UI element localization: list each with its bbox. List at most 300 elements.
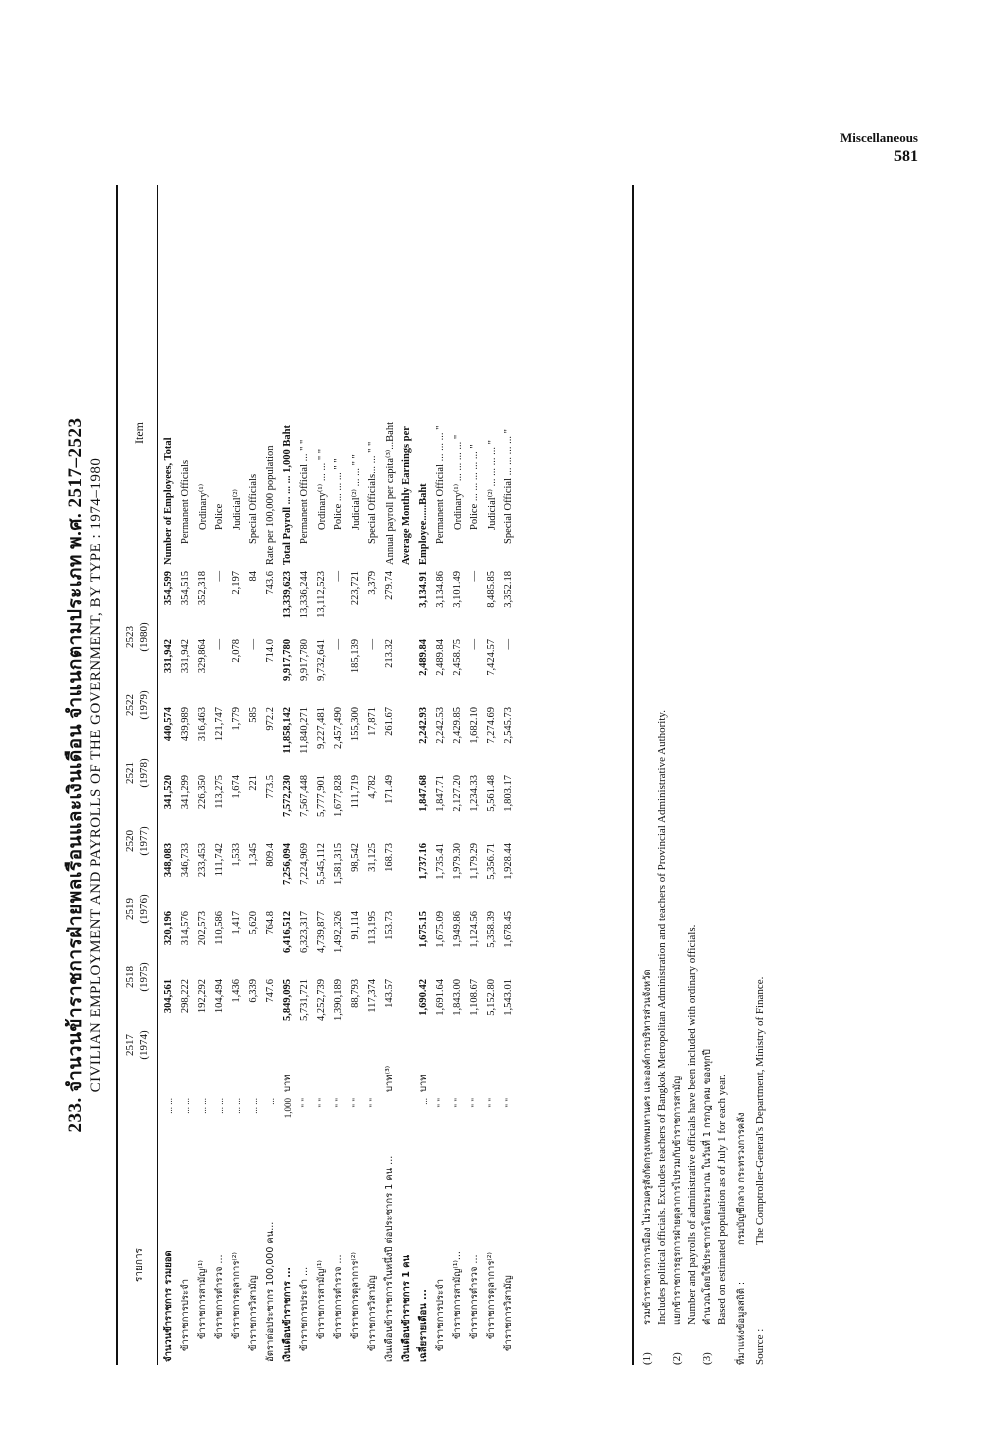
footnote-thai bbox=[640, 185, 655, 1365]
value-cell: 1,979.30 bbox=[452, 843, 463, 880]
value-cell: 2,197 bbox=[231, 571, 242, 595]
value-cell: 1,674 bbox=[231, 775, 242, 799]
value-cell: 2,545.73 bbox=[503, 707, 514, 744]
row-label-english: Ordinary⁽¹⁾ ... ... ... ... " bbox=[452, 434, 464, 530]
footnotes bbox=[640, 185, 768, 1365]
row-leader: ... ... bbox=[197, 1098, 208, 1114]
row-leader bbox=[381, 1095, 398, 1141]
value-cell: 809.4 bbox=[265, 843, 276, 867]
bottom-rule bbox=[632, 185, 634, 1365]
value-cell: 346,733 bbox=[180, 843, 191, 878]
value-cell: 1,803.17 bbox=[503, 775, 514, 812]
value-cell: 354,599 bbox=[163, 571, 174, 606]
table-row bbox=[466, 185, 483, 1365]
value-cell: 1,737.16 bbox=[418, 843, 429, 880]
value-cell: 1,847.68 bbox=[418, 775, 429, 812]
value-cell: 17,871 bbox=[367, 707, 378, 736]
row-unit bbox=[313, 1044, 330, 1095]
row-label-english: Ordinary⁽¹⁾ ... ... " " bbox=[316, 448, 328, 530]
row-unit bbox=[160, 1044, 177, 1095]
row-label-thai: ข้าราชการวิสามัญ bbox=[367, 1275, 378, 1351]
value-cell: 3,379 bbox=[367, 571, 378, 595]
value-cell: 1,675.15 bbox=[418, 911, 429, 948]
row-label-english: Total Payroll ... ... ... 1,000 Baht bbox=[282, 424, 293, 565]
table-row bbox=[347, 185, 364, 1365]
footnote-thai bbox=[670, 185, 685, 1365]
value-cell: 1,678.45 bbox=[503, 911, 514, 948]
value-cell: 9,227,481 bbox=[316, 707, 327, 749]
value-cell: 2,457,490 bbox=[333, 707, 344, 749]
row-unit bbox=[262, 1044, 279, 1095]
value-cell: 2,242.53 bbox=[435, 707, 446, 744]
rotated-table-page bbox=[60, 165, 780, 1385]
row-leader: " " bbox=[299, 1098, 310, 1108]
value-cell: — bbox=[333, 571, 344, 582]
value-cell: 98,542 bbox=[350, 843, 361, 872]
value-cell: 2,458.75 bbox=[452, 639, 463, 676]
value-cell: 8,485.85 bbox=[486, 571, 497, 608]
value-cell: 7,256,094 bbox=[282, 843, 293, 885]
table-row bbox=[211, 185, 228, 1365]
value-cell: 213.32 bbox=[384, 639, 395, 668]
value-cell: 88,793 bbox=[350, 979, 361, 1008]
year-header-be: 2521 bbox=[124, 762, 136, 784]
value-cell: 226,350 bbox=[197, 775, 208, 810]
row-unit bbox=[347, 1044, 364, 1095]
value-cell: 104,494 bbox=[214, 979, 225, 1014]
value-cell: — bbox=[503, 639, 514, 650]
row-unit: บาท bbox=[418, 1074, 429, 1092]
table-row bbox=[415, 185, 432, 1365]
value-cell: 1,533 bbox=[231, 843, 242, 867]
footnote-thai bbox=[700, 185, 715, 1365]
source-english-label: Source : bbox=[754, 1328, 766, 1365]
row-label-english: Permanent Official ... ... ... " bbox=[435, 425, 446, 544]
source-thai bbox=[734, 185, 749, 1365]
value-cell: 113,275 bbox=[214, 775, 225, 809]
value-cell: 13,336,244 bbox=[299, 571, 310, 619]
section-name: Miscellaneous bbox=[840, 130, 918, 145]
row-leader: ... ... bbox=[163, 1098, 174, 1114]
value-cell: 11,858,142 bbox=[282, 707, 293, 754]
row-unit: บาท bbox=[282, 1074, 293, 1092]
value-cell: 4,782 bbox=[367, 775, 378, 799]
row-leader: " " bbox=[350, 1098, 361, 1108]
table-row bbox=[194, 185, 211, 1365]
table-row bbox=[483, 185, 500, 1365]
row-leader: " " bbox=[503, 1098, 514, 1108]
source-thai-text: กรมบัญชีกลาง กระทรวงการคลัง bbox=[736, 1112, 747, 1245]
value-cell: 1,417 bbox=[231, 911, 242, 935]
value-cell: 1,581,315 bbox=[333, 843, 344, 885]
value-cell: 117,374 bbox=[367, 979, 378, 1013]
value-cell: 5,849,095 bbox=[282, 979, 293, 1021]
row-label-thai: ข้าราชการสามัญ⁽¹⁾... bbox=[452, 1251, 463, 1339]
value-cell: 1,949.86 bbox=[452, 911, 463, 948]
value-cell: 5,152.80 bbox=[486, 979, 497, 1016]
table-row bbox=[296, 185, 313, 1365]
value-cell: 9,732,641 bbox=[316, 639, 327, 681]
value-cell: 2,429.85 bbox=[452, 707, 463, 744]
row-label-english: Rate per 100,000 population bbox=[265, 445, 276, 565]
value-cell: 1,675.09 bbox=[435, 911, 446, 948]
value-cell: 1,108.67 bbox=[469, 979, 480, 1016]
value-cell: — bbox=[367, 639, 378, 650]
value-cell: 185,139 bbox=[350, 639, 361, 674]
value-cell: 743.6 bbox=[265, 571, 276, 595]
year-header-ad: (1980) bbox=[138, 622, 150, 652]
row-unit bbox=[245, 1044, 262, 1095]
value-cell: 764.8 bbox=[265, 911, 276, 935]
value-cell: 279.74 bbox=[384, 571, 395, 600]
row-label-english: Special Official ... ... ... ... " bbox=[503, 429, 514, 544]
value-cell: 9,917,780 bbox=[299, 639, 310, 681]
value-cell: 4,739,877 bbox=[316, 911, 327, 953]
footnote-english bbox=[655, 185, 670, 1365]
value-cell: 111,719 bbox=[350, 775, 361, 809]
row-leader: " " bbox=[367, 1098, 378, 1108]
value-cell: 233,453 bbox=[197, 843, 208, 878]
year-header-ad: (1975) bbox=[138, 962, 150, 992]
value-cell: 440,574 bbox=[163, 707, 174, 742]
value-cell: 5,777,901 bbox=[316, 775, 327, 817]
source-thai-label: ที่มาแห่งข้อมูลสถิติ : bbox=[736, 1281, 747, 1365]
value-cell: 6,339 bbox=[248, 979, 259, 1003]
value-cell: 168.73 bbox=[384, 843, 395, 872]
column-headers bbox=[122, 185, 156, 1365]
row-label-thai: ข้าราชการประจำ ... bbox=[299, 1266, 310, 1351]
year-header-ad: (1979) bbox=[138, 690, 150, 720]
row-unit bbox=[296, 1044, 313, 1095]
table-row bbox=[398, 185, 415, 1365]
value-cell: 202,573 bbox=[197, 911, 208, 946]
value-cell: 7,572,230 bbox=[282, 775, 293, 817]
value-cell: 1,682.10 bbox=[469, 707, 480, 744]
row-label-english: Judicial⁽²⁾ ... ... " " bbox=[350, 454, 362, 530]
row-label-thai: ข้าราชการประจำ bbox=[435, 1278, 446, 1351]
footnote-number: (1) bbox=[641, 1352, 653, 1365]
value-cell: 13,112,523 bbox=[316, 571, 327, 618]
table-row bbox=[279, 185, 296, 1365]
value-cell: 13,339,623 bbox=[282, 571, 293, 619]
value-cell bbox=[398, 704, 415, 772]
row-leader: " " bbox=[486, 1098, 497, 1108]
row-label-english: Special Officials... ... " " bbox=[367, 441, 378, 544]
row-label-english: Number of Employees, Total bbox=[163, 437, 174, 565]
value-cell: 7,274.69 bbox=[486, 707, 497, 744]
value-cell: 3,101.49 bbox=[452, 571, 463, 608]
value-cell: 341,299 bbox=[180, 775, 191, 810]
row-leader: ... ... bbox=[214, 1098, 225, 1114]
table-row bbox=[330, 185, 347, 1365]
row-unit bbox=[432, 1044, 449, 1095]
table-row bbox=[432, 185, 449, 1365]
row-unit bbox=[364, 1044, 381, 1095]
page-header bbox=[840, 130, 918, 166]
row-label-english: Police ... ... ... " " bbox=[333, 458, 344, 530]
item-header-thai: รายการ bbox=[134, 1248, 145, 1282]
value-cell: 1,436 bbox=[231, 979, 242, 1003]
value-cell: 352,318 bbox=[197, 571, 208, 606]
year-header-be: 2522 bbox=[124, 694, 136, 716]
value-cell: 1,779 bbox=[231, 707, 242, 731]
footnote-spacer bbox=[715, 1325, 730, 1365]
value-cell: 304,561 bbox=[163, 979, 174, 1014]
row-label-english: Annual payroll per capita⁽³⁾...Baht bbox=[384, 421, 396, 565]
value-cell: 7,424.57 bbox=[486, 639, 497, 676]
row-unit bbox=[177, 1044, 194, 1095]
footnote-english bbox=[685, 185, 700, 1365]
row-label-thai: เงินเดือนข้าราชการในหนึ่งปี ต่อประชากร 1 คน ... bbox=[384, 1155, 395, 1362]
value-cell: 11,840,271 bbox=[299, 707, 310, 754]
year-header-ad: (1976) bbox=[138, 894, 150, 924]
value-cell: 121,747 bbox=[214, 707, 225, 742]
value-cell: 298,222 bbox=[180, 979, 191, 1014]
value-cell: 7,567,448 bbox=[299, 775, 310, 817]
value-cell: 316,463 bbox=[197, 707, 208, 742]
value-cell: 7,224,969 bbox=[299, 843, 310, 885]
value-cell: 314,576 bbox=[180, 911, 191, 946]
row-label-thai: ข้าราชการตุลาการ⁽²⁾ bbox=[231, 1252, 242, 1339]
value-cell: 6,416,512 bbox=[282, 911, 293, 953]
value-cell: 1,847.71 bbox=[435, 775, 446, 812]
row-unit bbox=[483, 1044, 500, 1095]
source-english-text: The Comptroller-General's Department, Ministry of Finance. bbox=[754, 976, 766, 1245]
value-cell: 192,292 bbox=[197, 979, 208, 1014]
row-label-thai: เงินเดือนข้าราชการ 1 คน bbox=[401, 1255, 412, 1362]
row-label-english: Police bbox=[214, 503, 225, 530]
row-unit bbox=[449, 1044, 466, 1095]
table-row bbox=[245, 185, 262, 1365]
value-cell: 171.49 bbox=[384, 775, 395, 804]
value-cell: 1,690.42 bbox=[418, 979, 429, 1016]
value-cell: 1,345 bbox=[248, 843, 259, 867]
row-label-thai: ข้าราชการตำรวจ ... bbox=[469, 1254, 480, 1339]
value-cell: 1,735.41 bbox=[435, 843, 446, 880]
table-row bbox=[381, 185, 398, 1365]
row-label-english: Ordinary⁽¹⁾ bbox=[197, 483, 209, 530]
value-cell bbox=[398, 840, 415, 908]
value-cell: 111,742 bbox=[214, 843, 225, 877]
value-cell: 1,677,828 bbox=[333, 775, 344, 817]
row-leader: " " bbox=[469, 1098, 480, 1108]
row-label-thai: ข้าราชการวิสามัญ bbox=[503, 1275, 514, 1351]
value-cell: 113,195 bbox=[367, 911, 378, 945]
row-label-thai: อัตราต่อประชากร 100,000 คน... bbox=[265, 1221, 276, 1362]
value-cell: 2,489.84 bbox=[435, 639, 446, 676]
value-cell: 1,390,189 bbox=[333, 979, 344, 1021]
value-cell: 5,356.71 bbox=[486, 843, 497, 880]
row-leader: " " bbox=[316, 1098, 327, 1108]
year-header-ad: (1974) bbox=[138, 1030, 150, 1060]
value-cell: 261.67 bbox=[384, 707, 395, 736]
table-row bbox=[177, 185, 194, 1365]
footnote-english-text: Number and payrolls of administrative officials have been included with ordinary officials. bbox=[686, 924, 698, 1325]
value-cell: 1,492,326 bbox=[333, 911, 344, 953]
row-leader: ... ... bbox=[231, 1098, 242, 1114]
row-leader bbox=[398, 1095, 415, 1141]
year-header-be: 2523 bbox=[124, 626, 136, 648]
table-row bbox=[262, 185, 279, 1365]
value-cell: 91,114 bbox=[350, 911, 361, 940]
value-cell: 348,083 bbox=[163, 843, 174, 878]
top-rule bbox=[116, 185, 118, 1365]
footnote-english-text: Based on estimated population as of July 1 for each year. bbox=[716, 1074, 728, 1325]
row-label-thai: ข้าราชการตุลาการ⁽²⁾ bbox=[486, 1252, 497, 1339]
value-cell: 3,134.91 bbox=[418, 571, 429, 608]
value-cell: 5,358.39 bbox=[486, 911, 497, 948]
item-header-english: Item bbox=[132, 422, 146, 444]
page-number: 581 bbox=[894, 148, 918, 165]
table-title-english: CIVILIAN EMPLOYMENT AND PAYROLLS OF THE GOVERNMENT, BY TYPE : 1974–1980 bbox=[88, 457, 104, 1093]
value-cell: 320,196 bbox=[163, 911, 174, 946]
footnote-english bbox=[715, 185, 730, 1365]
value-cell: 1,928.44 bbox=[503, 843, 514, 880]
footnote-spacer bbox=[685, 1325, 700, 1365]
footnote-number: (3) bbox=[701, 1352, 713, 1365]
value-cell: 84 bbox=[248, 571, 259, 582]
row-label-english: Police ... ... ... ... ... " bbox=[469, 444, 480, 530]
row-label-thai: เฉลี่ยรายเดือน ... bbox=[418, 1289, 429, 1362]
value-cell: 1,691.64 bbox=[435, 979, 446, 1016]
row-leader: ... bbox=[418, 1098, 429, 1105]
value-cell: 4,252,739 bbox=[316, 979, 327, 1021]
row-unit bbox=[211, 1044, 228, 1095]
row-label-thai: ข้าราชการสามัญ⁽¹⁾ bbox=[197, 1260, 208, 1339]
row-unit bbox=[228, 1044, 245, 1095]
table-title-thai: 233. จำนวนข้าราชการฝ่ายพลเรือนและเงินเดือน จำแนกตามประเภท พ.ศ. 2517–2523 bbox=[65, 417, 86, 1133]
value-cell: 2,242.93 bbox=[418, 707, 429, 744]
row-unit bbox=[194, 1044, 211, 1095]
table-row bbox=[364, 185, 381, 1365]
row-label-thai: ข้าราชการตำรวจ ... bbox=[333, 1254, 344, 1339]
row-leader: 1,000 bbox=[282, 1098, 293, 1119]
row-unit bbox=[330, 1044, 347, 1095]
year-header-ad: (1977) bbox=[138, 826, 150, 856]
year-header-be: 2519 bbox=[124, 898, 136, 920]
value-cell: — bbox=[333, 639, 344, 650]
value-cell: 773.5 bbox=[265, 775, 276, 799]
footnote-thai-text: คำนวณโดยใช้ประชากรโดยประมาณ ในวันที่ 1 กรกฎาคม ของทุกปี bbox=[702, 1049, 713, 1325]
value-cell: 331,942 bbox=[180, 639, 191, 674]
row-unit bbox=[500, 1044, 517, 1095]
employment-table bbox=[160, 185, 517, 1365]
row-unit: บาท⁽³⁾ bbox=[384, 1065, 395, 1092]
value-cell: 153.73 bbox=[384, 911, 395, 940]
row-leader: ... ... bbox=[180, 1098, 191, 1114]
year-header-be: 2520 bbox=[124, 830, 136, 852]
value-cell: 3,134.86 bbox=[435, 571, 446, 608]
value-cell: 1,543.01 bbox=[503, 979, 514, 1016]
row-leader: " " bbox=[333, 1098, 344, 1108]
value-cell: 439,989 bbox=[180, 707, 191, 742]
value-cell: 223,721 bbox=[350, 571, 361, 606]
value-cell: — bbox=[214, 571, 225, 582]
value-cell: 1,124.56 bbox=[469, 911, 480, 948]
row-label-thai: เงินเดือนข้าราชการ ... bbox=[282, 1266, 293, 1362]
row-label-english: Employee......Baht bbox=[418, 483, 429, 565]
row-label-thai: ข้าราชการตุลาการ⁽²⁾ bbox=[350, 1252, 361, 1339]
value-cell: 2,127.20 bbox=[452, 775, 463, 812]
year-header-be: 2518 bbox=[124, 966, 136, 988]
value-cell: 1,234.33 bbox=[469, 775, 480, 812]
table-row bbox=[449, 185, 466, 1365]
footnote-thai-text: แยกข้าราชการธุรการฝ่ายตุลาการไปรวมกับข้าราชการสามัญ bbox=[672, 1075, 683, 1325]
value-cell bbox=[398, 908, 415, 976]
year-header-ad: (1978) bbox=[138, 758, 150, 788]
row-label-english: Permanent Officials bbox=[180, 459, 191, 544]
value-cell: 1,843.00 bbox=[452, 979, 463, 1016]
row-label-english: Judicial⁽²⁾ bbox=[231, 489, 243, 530]
footnote-english-text: Includes political officials. Excludes teachers of Bangkok Metropolitan Administration and teachers of Provincial Administrative Authority. bbox=[656, 710, 668, 1325]
value-cell: 331,942 bbox=[163, 639, 174, 674]
value-cell: 3,352.18 bbox=[503, 571, 514, 608]
row-label-thai: จำนวนข้าราชการ รวมยอด bbox=[163, 1250, 174, 1362]
row-label-english: Special Officials bbox=[248, 473, 259, 544]
value-cell: — bbox=[469, 571, 480, 582]
value-cell bbox=[398, 636, 415, 704]
header-rule bbox=[157, 185, 158, 1365]
row-label-thai: ข้าราชการวิสามัญ bbox=[248, 1275, 259, 1351]
row-label-thai: ข้าราชการสามัญ⁽¹⁾ bbox=[316, 1260, 327, 1339]
value-cell: 747.6 bbox=[265, 979, 276, 1003]
footnote-number: (2) bbox=[671, 1352, 683, 1365]
value-cell: 110,586 bbox=[214, 911, 225, 945]
year-header-be: 2517 bbox=[124, 1034, 136, 1056]
row-label-english: Judicial⁽²⁾ ... ... ... ... " bbox=[486, 440, 498, 530]
value-cell: — bbox=[248, 639, 259, 650]
table-row bbox=[313, 185, 330, 1365]
value-cell: — bbox=[469, 639, 480, 650]
value-cell: 143.57 bbox=[384, 979, 395, 1008]
table-row bbox=[500, 185, 517, 1365]
value-cell: 9,917,780 bbox=[282, 639, 293, 681]
value-cell: — bbox=[214, 639, 225, 650]
value-cell: 221 bbox=[248, 775, 259, 791]
value-cell: 341,520 bbox=[163, 775, 174, 810]
footnote-spacer bbox=[655, 1325, 670, 1365]
value-cell: 155,300 bbox=[350, 707, 361, 742]
value-cell bbox=[398, 568, 415, 636]
row-label-thai: ข้าราชการตำรวจ ... bbox=[214, 1254, 225, 1339]
value-cell: 5,561.48 bbox=[486, 775, 497, 812]
value-cell: 2,489.84 bbox=[418, 639, 429, 676]
row-label-english: Permanent Official ... " " bbox=[299, 439, 310, 544]
value-cell: 6,323,317 bbox=[299, 911, 310, 953]
row-label-thai: ข้าราชการประจำ bbox=[180, 1278, 191, 1351]
row-leader: " " bbox=[435, 1098, 446, 1108]
value-cell bbox=[398, 772, 415, 840]
value-cell: 354,515 bbox=[180, 571, 191, 606]
source-english bbox=[753, 185, 768, 1365]
value-cell: 5,545,112 bbox=[316, 843, 327, 885]
value-cell: 5,620 bbox=[248, 911, 259, 935]
row-unit bbox=[466, 1044, 483, 1095]
value-cell bbox=[398, 976, 415, 1044]
row-leader: ... ... bbox=[248, 1098, 259, 1114]
value-cell: 329,864 bbox=[197, 639, 208, 674]
value-cell: 31,125 bbox=[367, 843, 378, 872]
row-unit bbox=[398, 1044, 415, 1095]
footnote-thai-text: รวมข้าราชการการเมือง ไม่รวมครูสังกัดกรุงเทพมหานคร และองค์การบริหารส่วนจังหวัด bbox=[642, 969, 653, 1325]
table-row bbox=[160, 185, 177, 1365]
row-label-english: Average Monthly Earnings per bbox=[401, 426, 412, 565]
value-cell: 5,731,721 bbox=[299, 979, 310, 1021]
value-cell: 2,078 bbox=[231, 639, 242, 663]
value-cell: 585 bbox=[248, 707, 259, 723]
value-cell: 714.0 bbox=[265, 639, 276, 663]
value-cell: 972.2 bbox=[265, 707, 276, 731]
